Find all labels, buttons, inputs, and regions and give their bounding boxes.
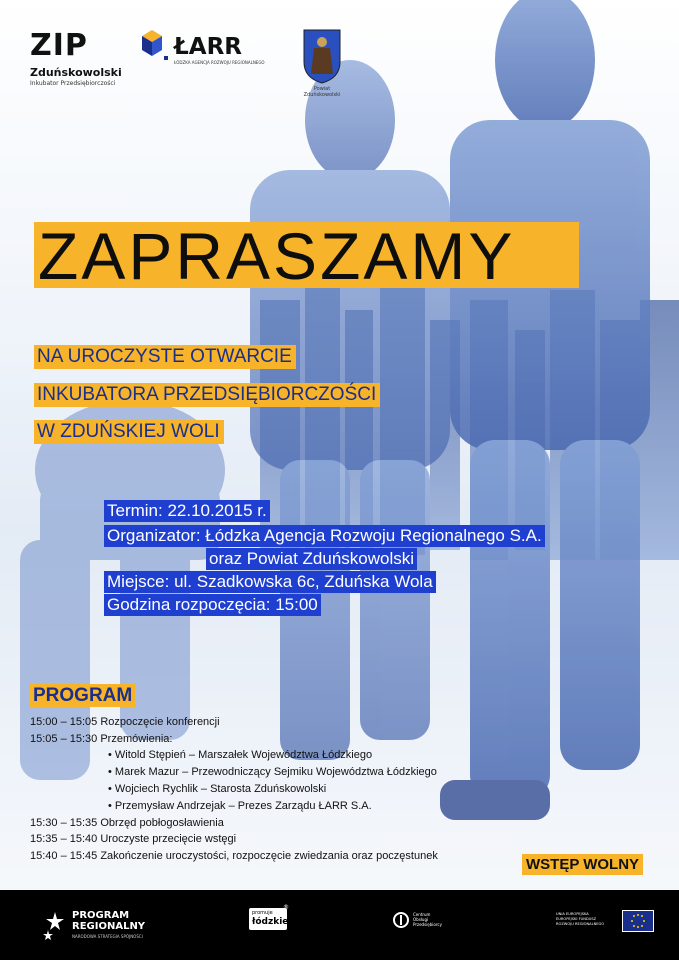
subline-3: W ZDUŃSKIEJ WOLI — [34, 420, 224, 444]
larr-logo — [138, 28, 268, 68]
program-item: 15:05 – 15:30 Przemówienia: — [30, 733, 173, 745]
zip-logo-city: Zduńskowolski — [30, 66, 122, 79]
powiat-label: Powiat Zduńskowolski — [303, 86, 341, 98]
promuje-label: promuje — [252, 910, 273, 916]
subline-1: NA UROCZYSTE OTWARCIE — [34, 345, 296, 369]
promuje-lodzkie-logo — [249, 908, 287, 930]
program-speaker: • Marek Mazur – Przewodniczący Sejmiku Województwa Łódzkiego — [108, 766, 437, 778]
headline-text: ZAPRASZAMY — [38, 219, 516, 293]
eu-line2: EUROPEJSKI FUNDUSZ — [556, 917, 597, 921]
program-item: 15:35 – 15:40 Uroczyste przecięcie wstęgi — [30, 833, 237, 845]
zip-logo — [30, 28, 122, 88]
centrum-line2: Obsługi — [413, 917, 429, 922]
larr-logo-word: ŁARR — [174, 34, 242, 60]
eu-flag-icon — [622, 910, 654, 932]
powiat-coat-of-arms — [300, 28, 344, 98]
footer-bar — [0, 890, 679, 960]
zip-logo-word: ZIP — [30, 28, 88, 63]
centrum-obslugi-logo — [393, 912, 442, 932]
free-entry-badge: WSTĘP WOLNY — [522, 854, 643, 875]
lodzkie-label: łódzkie — [252, 917, 289, 927]
headline-banner — [34, 219, 579, 293]
program-speaker: • Wojciech Rychlik – Starosta Zduńskowolski — [108, 783, 327, 795]
detail-organizer-2: oraz Powiat Zduńskowolski — [206, 548, 417, 570]
program-regionalny-logo — [42, 910, 146, 944]
registered-mark: ® — [283, 904, 289, 911]
stars-icon — [42, 910, 68, 940]
detail-date: Termin: 22.10.2015 r. — [104, 500, 270, 522]
program-regionalny-line1: PROGRAM — [72, 910, 130, 921]
program-regionalny-line3: NARODOWA STRATEGIA SPÓJNOŚCI — [72, 934, 143, 939]
zip-logo-subtitle: Inkubator Przedsiębiorczości — [30, 80, 116, 87]
program-item: 15:00 – 15:05 Rozpoczęcie konferencji — [30, 716, 220, 728]
larr-logo-subtitle: ŁÓDZKA AGENCJA ROZWOJU REGIONALNEGO — [174, 60, 265, 65]
program-item: 15:30 – 15:35 Obrzęd pobłogosławienia — [30, 817, 224, 829]
centrum-line3: Przedsiębiorcy — [413, 922, 442, 927]
centrum-circle-icon — [393, 912, 409, 928]
detail-time: Godzina rozpoczęcia: 15:00 — [104, 594, 321, 616]
program-item: 15:40 – 15:45 Zakończenie uroczystości, rozpoczęcie zwiedzania oraz poczęstunek — [30, 850, 438, 862]
subline-2: INKUBATORA PRZEDSIĘBIORCZOŚCI — [34, 383, 380, 407]
detail-organizer: Organizator: Łódzka Agencja Rozwoju Regionalnego S.A. — [104, 525, 545, 547]
eu-line3: ROZWOJU REGIONALNEGO — [556, 922, 605, 926]
detail-place: Miejsce: ul. Szadkowska 6c, Zduńska Wola — [104, 571, 436, 593]
program-speaker: • Przemysław Andrzejak – Prezes Zarządu ŁARR S.A. — [108, 800, 372, 812]
coat-of-arms-icon — [300, 28, 344, 84]
eu-line1: UNIA EUROPEJSKA — [556, 912, 589, 916]
program-regionalny-line2: REGIONALNY — [72, 921, 146, 932]
program-title: PROGRAM — [30, 684, 135, 707]
centrum-line1: Centrum — [413, 912, 431, 917]
program-speaker: • Witold Stępień – Marszałek Województwa Łódzkiego — [108, 749, 373, 761]
larr-cube-icon — [138, 30, 170, 64]
